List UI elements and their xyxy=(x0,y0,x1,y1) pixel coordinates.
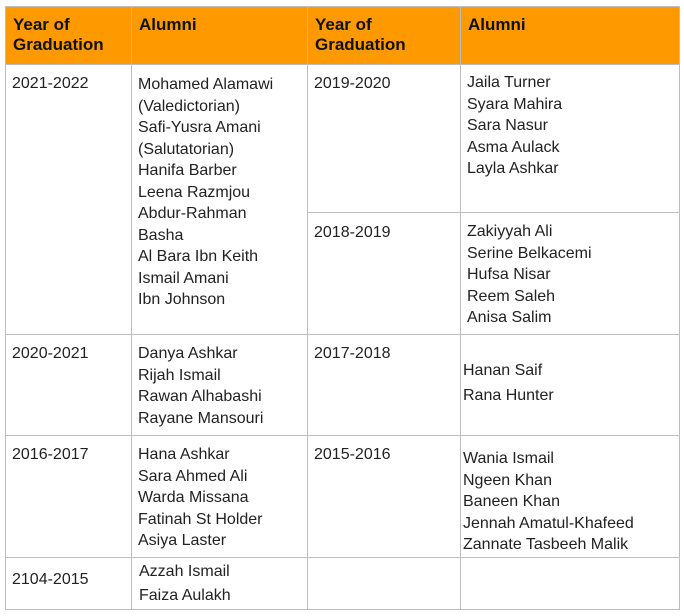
alumni-name: Mohamed Alamawi xyxy=(138,76,274,93)
table-border xyxy=(5,609,680,610)
alumni-name: Hufsa Nisar xyxy=(467,266,551,283)
alumni-name: Zakiyyah Ali xyxy=(467,223,553,240)
alumni-name: Hanan Saif xyxy=(463,362,543,379)
alumni-name: Hanifa Barber xyxy=(138,162,237,179)
alumni-name: Sara Nasur xyxy=(467,117,548,134)
row-divider xyxy=(5,64,680,65)
alumni-name: Danya Ashkar xyxy=(138,345,238,362)
table-border xyxy=(679,6,680,610)
alumni-name: Jaila Turner xyxy=(467,74,551,91)
alumni-name: Ngeen Khan xyxy=(463,471,552,489)
alumni-name: Rijah Ismail xyxy=(138,366,221,384)
alumni-name: Asiya Laster xyxy=(138,532,227,549)
alumni-cell xyxy=(138,444,263,552)
alumni-name: Safi-Yusra Amani xyxy=(138,119,261,136)
row-divider xyxy=(307,212,680,213)
alumni-cell xyxy=(139,560,231,608)
alumni-name: (Salutatorian) xyxy=(138,140,235,158)
alumni-name: Jennah Amatul-Khafeed xyxy=(463,514,634,532)
year-cell: 2016-2017 xyxy=(12,446,89,463)
alumni-name: (Valedictorian) xyxy=(138,97,240,115)
alumni-name: Rayane Mansouri xyxy=(138,409,264,427)
alumni-name: Asma Aulack xyxy=(467,138,560,156)
alumni-name: Layla Ashkar xyxy=(467,160,559,177)
alumni-cell xyxy=(138,74,273,311)
row-divider xyxy=(5,435,680,436)
year-cell: 2104-2015 xyxy=(12,571,89,588)
alumni-cell xyxy=(138,343,263,429)
alumni-name: Wania Ismail xyxy=(463,450,554,467)
alumni-name: Leena Razmjou xyxy=(138,183,251,201)
alumni-cell xyxy=(467,72,562,180)
alumni-name: Ismail Amani xyxy=(138,269,229,287)
alumni-cell xyxy=(467,221,592,329)
column-divider xyxy=(307,6,308,610)
year-cell: 2020-2021 xyxy=(12,345,89,362)
year-cell: 2017-2018 xyxy=(314,345,391,362)
alumni-name: Reem Saleh xyxy=(467,287,556,305)
alumni-name: Baneen Khan xyxy=(463,493,560,510)
year-cell: 2015-2016 xyxy=(314,446,391,463)
alumni-name: Rana Hunter xyxy=(463,387,554,404)
alumni-name: Azzah Ismail xyxy=(139,563,230,580)
header-year-of-graduation: Year of Graduation xyxy=(5,6,131,64)
alumni-name: Fatinah St Holder xyxy=(138,510,263,528)
year-cell: 2019-2020 xyxy=(314,75,391,92)
row-divider xyxy=(5,334,680,335)
alumni-name: Ibn Johnson xyxy=(138,291,226,308)
year-cell: 2018-2019 xyxy=(314,224,391,241)
alumni-name: Hana Ashkar xyxy=(138,446,230,463)
alumni-name: Serine Belkacemi xyxy=(467,244,592,262)
alumni-name: Syara Mahira xyxy=(467,95,563,113)
alumni-name: Abdur-Rahman xyxy=(138,205,247,222)
year-cell: 2021-2022 xyxy=(12,75,89,92)
alumni-name: Warda Missana xyxy=(138,489,249,506)
header-alumni: Alumni xyxy=(131,6,307,64)
alumni-name: Rawan Alhabashi xyxy=(138,388,262,405)
alumni-name: Al Bara Ibn Keith xyxy=(138,248,259,265)
table-border xyxy=(5,6,6,610)
alumni-name: Faiza Aulakh xyxy=(139,587,231,604)
header-year-of-graduation-2: Year of Graduation xyxy=(307,6,460,64)
alumni-name: Zannate Tasbeeh Malik xyxy=(463,536,629,553)
alumni-cell xyxy=(463,448,634,556)
table-border xyxy=(5,6,680,7)
header-alumni-2: Alumni xyxy=(460,6,679,64)
row-divider xyxy=(5,557,680,558)
alumni-name: Anisa Salim xyxy=(467,309,552,326)
column-divider xyxy=(131,6,132,610)
alumni-name: Sara Ahmed Ali xyxy=(138,467,248,485)
column-divider xyxy=(460,6,461,610)
alumni-cell xyxy=(463,358,554,408)
alumni-name: Basha xyxy=(138,226,184,244)
